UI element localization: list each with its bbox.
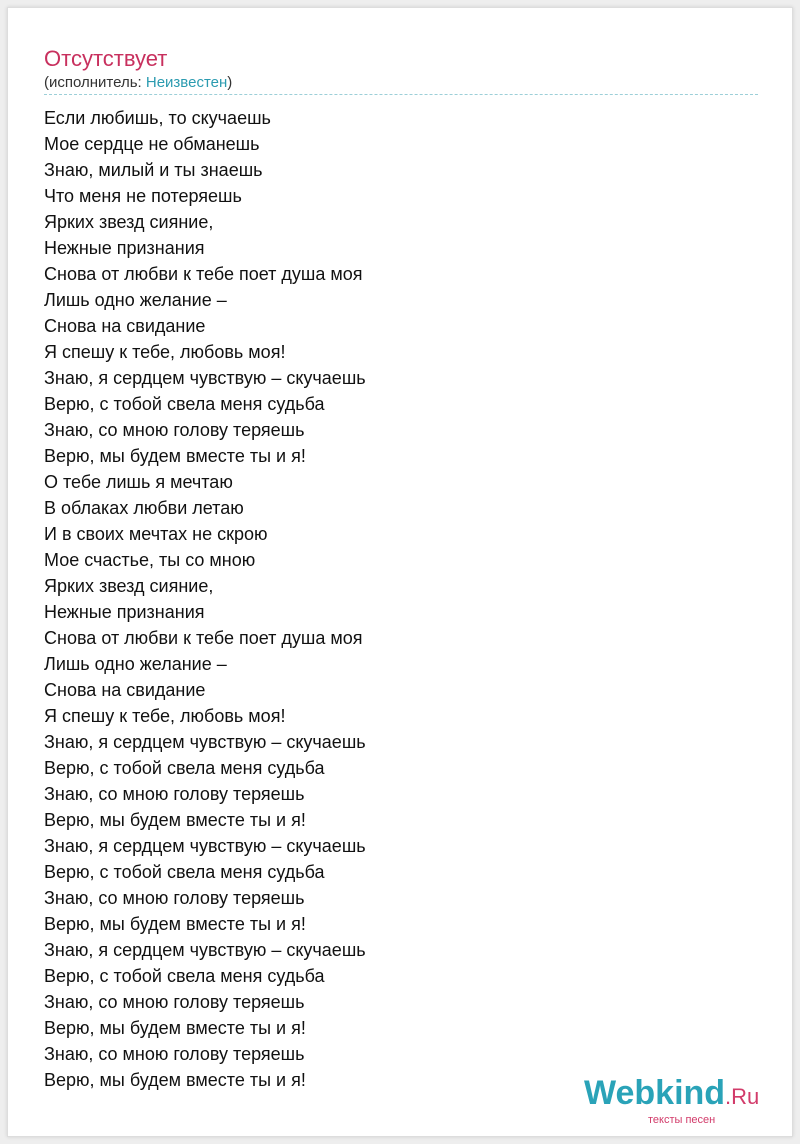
lyrics-text: [44, 105, 366, 1093]
lyric-line: Верю, мы будем вместе ты и я!: [44, 810, 306, 830]
lyric-line: О тебе лишь я мечтаю: [44, 472, 233, 492]
logo-main-text: Webkind: [584, 1074, 726, 1112]
lyric-line: Знаю, я сердцем чувствую – скучаешь: [44, 368, 366, 388]
lyric-line: Знаю, я сердцем чувствую – скучаешь: [44, 940, 366, 960]
lyric-line: Верю, мы будем вместе ты и я!: [44, 1070, 306, 1090]
lyric-line: В облаках любви летаю: [44, 498, 244, 518]
lyric-line: Верю, с тобой свела меня судьба: [44, 394, 325, 414]
lyric-line: Нежные признания: [44, 602, 205, 622]
lyric-line: И в своих мечтах не скрою: [44, 524, 268, 544]
lyric-line: Нежные признания: [44, 238, 205, 258]
lyric-line: Верю, мы будем вместе ты и я!: [44, 446, 306, 466]
lyrics-page: [7, 7, 793, 1137]
song-title: Отсутствует: [44, 46, 168, 71]
lyric-line: Знаю, я сердцем чувствую – скучаешь: [44, 836, 366, 856]
logo-tld: .Ru: [725, 1084, 760, 1109]
lyric-line: Знаю, я сердцем чувствую – скучаешь: [44, 732, 366, 752]
lyric-line: Лишь одно желание –: [44, 654, 227, 674]
lyric-line: Снова на свидание: [44, 316, 206, 336]
lyric-line: Верю, с тобой свела меня судьба: [44, 862, 325, 882]
artist-prefix: (исполнитель:: [44, 74, 146, 91]
lyric-line: Верю, мы будем вместе ты и я!: [44, 914, 306, 934]
lyric-line: Если любишь, то скучаешь: [44, 108, 271, 128]
logo-subtitle: тексты песен: [648, 1114, 716, 1126]
lyric-line: Знаю, со мною голову теряешь: [44, 1044, 305, 1064]
lyric-line: Ярких звезд сияние,: [44, 576, 214, 596]
lyric-line: Знаю, со мною голову теряешь: [44, 888, 305, 908]
lyric-line: Ярких звезд сияние,: [44, 212, 214, 232]
lyric-line: Верю, с тобой свела меня судьба: [44, 758, 325, 778]
lyric-line: Знаю, со мною голову теряешь: [44, 992, 305, 1012]
lyric-line: Знаю, милый и ты знаешь: [44, 160, 263, 180]
header-divider: [44, 94, 758, 95]
artist-link[interactable]: Неизвестен: [145, 74, 228, 91]
lyric-line: Снова на свидание: [44, 680, 206, 700]
lyric-line: Знаю, со мною голову теряешь: [44, 784, 305, 804]
lyric-line: Верю, с тобой свела меня судьба: [44, 966, 325, 986]
lyric-line: Мое счастье, ты со мною: [44, 550, 256, 570]
lyric-line: Снова от любви к тебе поет душа моя: [44, 628, 363, 648]
logo-wordmark: [584, 1074, 759, 1113]
lyric-line: Я спешу к тебе, любовь моя!: [44, 706, 286, 726]
webkind-logo[interactable]: [584, 1074, 784, 1130]
artist-line: [44, 74, 232, 92]
lyric-line: Лишь одно желание –: [44, 290, 227, 310]
lyric-line: Знаю, со мною голову теряешь: [44, 420, 305, 440]
artist-suffix: ): [227, 74, 233, 91]
lyric-line: Мое сердце не обманешь: [44, 134, 260, 154]
lyric-line: Снова от любви к тебе поет душа моя: [44, 264, 363, 284]
lyric-line: Что меня не потеряешь: [44, 186, 242, 206]
lyric-line: Верю, мы будем вместе ты и я!: [44, 1018, 306, 1038]
lyric-line: Я спешу к тебе, любовь моя!: [44, 342, 286, 362]
